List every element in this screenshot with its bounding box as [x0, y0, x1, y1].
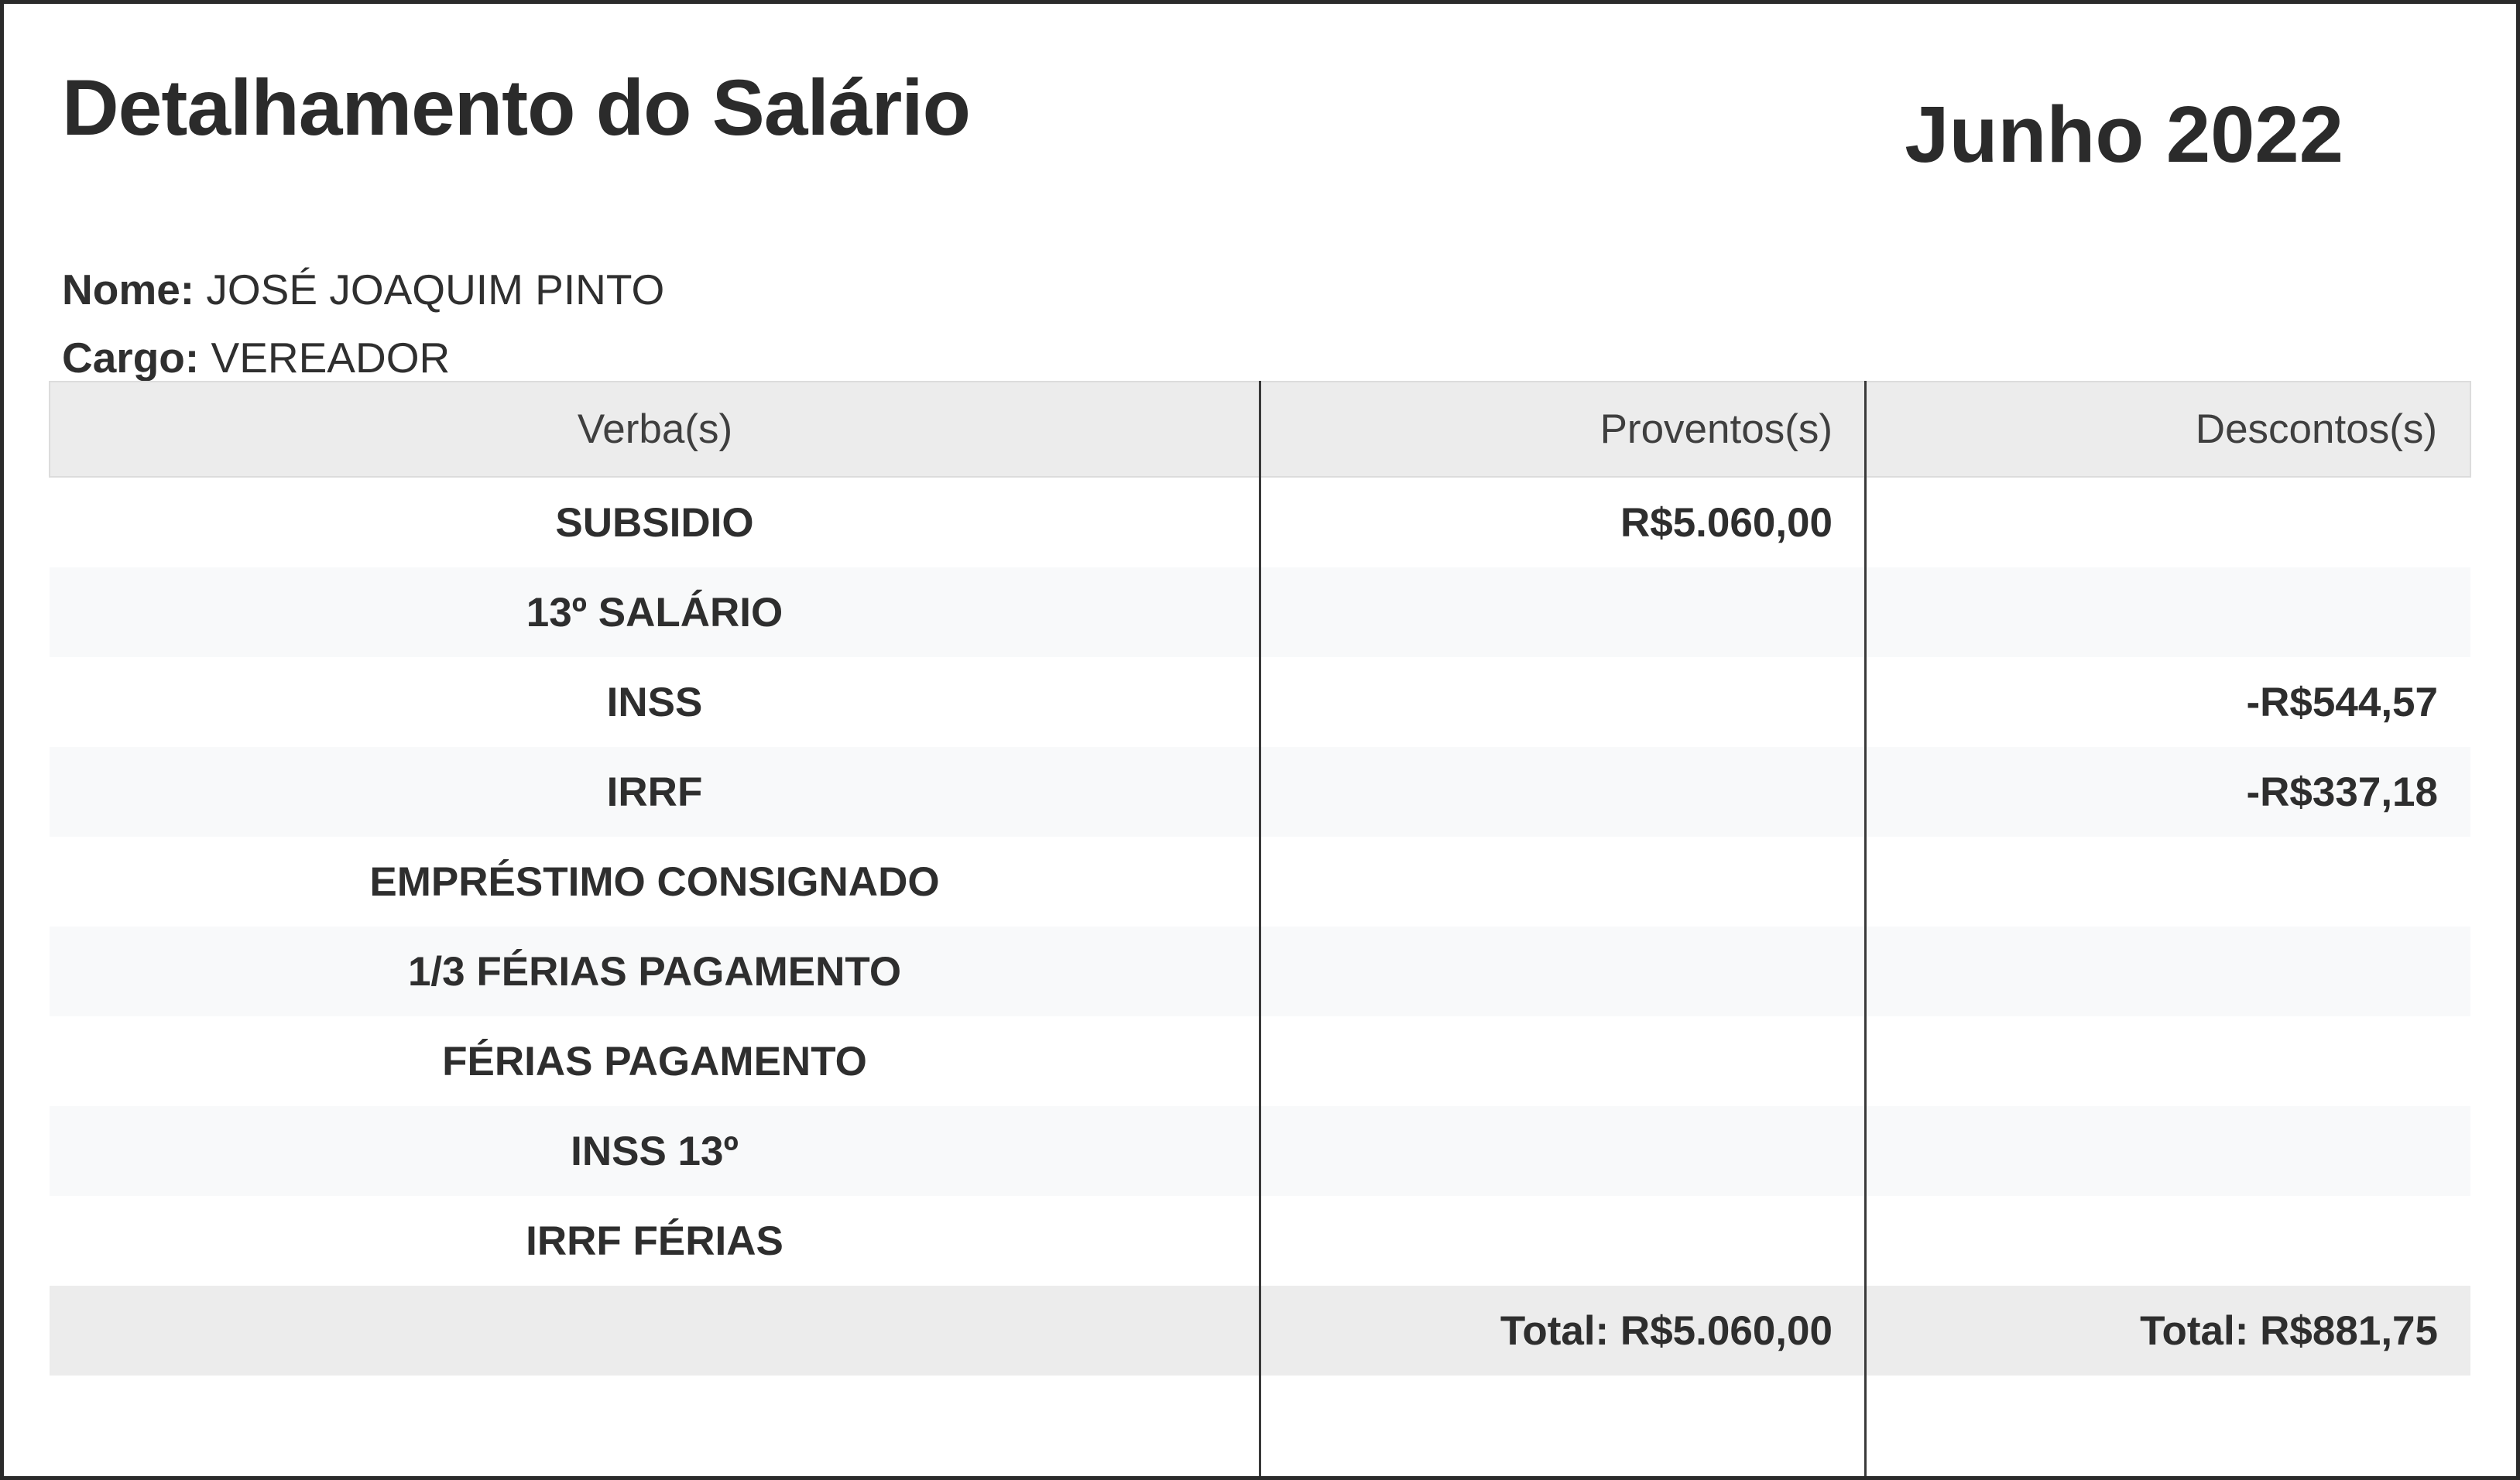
- cell-proventos: [1260, 1106, 1865, 1196]
- name-label: Nome:: [62, 266, 195, 313]
- employee-name-line: [62, 264, 664, 315]
- cell-verba: FÉRIAS PAGAMENTO: [442, 1038, 867, 1084]
- cell-proventos: [1260, 657, 1865, 747]
- cell-verba: 1/3 FÉRIAS PAGAMENTO: [50, 927, 1260, 1016]
- cell-proventos: [1260, 1016, 1865, 1106]
- cell-proventos: [1260, 567, 1865, 657]
- employee-role-line: [62, 332, 450, 383]
- name-value: JOSÉ JOAQUIM PINTO: [206, 266, 665, 313]
- cell-verba: INSS: [606, 679, 703, 725]
- cell-proventos: [1260, 1196, 1865, 1286]
- column-divider-proventos-descontos: [1864, 381, 1867, 1476]
- cell-descontos: [1865, 1106, 2470, 1196]
- cell-verba: SUBSIDIO: [555, 499, 754, 546]
- totals-empty-cell: [50, 1286, 1260, 1376]
- role-label: Cargo:: [62, 334, 200, 382]
- page-title: Detalhamento do Salário: [62, 63, 970, 152]
- cell-verba: INSS 13º: [50, 1106, 1260, 1196]
- cell-descontos: -R$337,18: [1865, 747, 2470, 837]
- cell-descontos: [1865, 477, 2470, 567]
- total-proventos: Total: R$5.060,00: [1260, 1286, 1865, 1376]
- cell-descontos: [1865, 927, 2470, 1016]
- cell-descontos: [1865, 1016, 2470, 1106]
- cell-verba: 13º SALÁRIO: [50, 567, 1260, 657]
- column-divider-verba-proventos: [1259, 381, 1261, 1476]
- cell-descontos: [1865, 567, 2470, 657]
- period-label: Junho 2022: [1905, 90, 2343, 179]
- cell-proventos: R$5.060,00: [1620, 499, 1833, 546]
- cell-descontos: -R$544,57: [2246, 679, 2438, 725]
- cell-verba: EMPRÉSTIMO CONSIGNADO: [369, 858, 940, 905]
- column-header-verba: Verba(s): [50, 382, 1260, 477]
- column-header-proventos: Proventos(s): [1260, 382, 1865, 477]
- cell-verba: IRRF: [50, 747, 1260, 837]
- role-value: VEREADOR: [211, 334, 451, 382]
- cell-proventos: [1260, 747, 1865, 837]
- cell-verba: IRRF FÉRIAS: [526, 1218, 783, 1264]
- cell-descontos: [1865, 1196, 2470, 1286]
- total-descontos: Total: R$881,75: [1865, 1286, 2470, 1376]
- column-header-descontos: Descontos(s): [1865, 382, 2470, 477]
- cell-descontos: [1865, 837, 2470, 927]
- cell-proventos: [1260, 837, 1865, 927]
- cell-proventos: [1260, 927, 1865, 1016]
